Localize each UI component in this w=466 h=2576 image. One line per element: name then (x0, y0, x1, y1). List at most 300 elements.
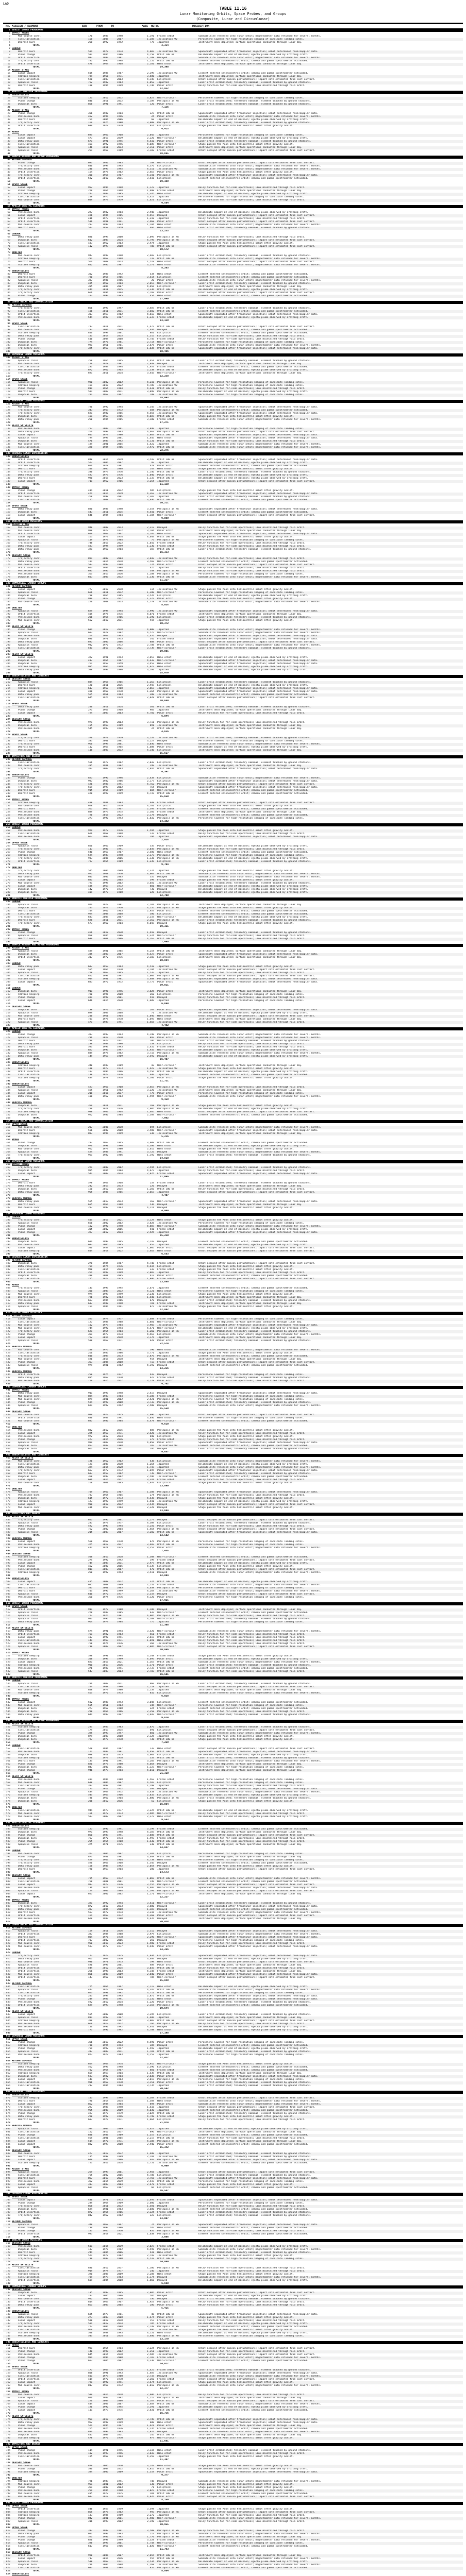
cell-ser: 964 (88, 1621, 93, 1623)
cell-to: 2014 (117, 239, 123, 242)
cell-from: 2010 (103, 588, 109, 591)
cell-ln: 445 (6, 1401, 10, 1404)
cell-desc: Periselene lowered for high-resolution imaging of candidate landing sites. (198, 1395, 304, 1398)
cell-from: 2001 (103, 443, 109, 446)
cell-desc: Instrument deck deployed; surface operations conducted through lunar day. (198, 1204, 303, 1206)
cell-mass: 438 (149, 1460, 154, 1463)
cell-from: 1968 (103, 833, 109, 835)
cell-ln: 195 (6, 629, 10, 631)
cell-note: Halo orbit (157, 193, 172, 195)
cell-name: SPENT STAGE (12, 323, 28, 325)
cell-ln: 158 (6, 514, 10, 517)
cell-note: Halo orbit (157, 1250, 172, 1252)
cell-note: Orbit 100 km (157, 307, 175, 310)
cell-ln: 48 (7, 174, 10, 177)
cell-ln: 257 (6, 820, 10, 823)
cell-desc: Spacecraft separated after translunar injection; orbit determined from Doppler data. (198, 434, 319, 436)
cell-name: SPENT STAGE (12, 378, 28, 381)
cell-name: Periselene burn (18, 316, 40, 319)
cell-from: 1990 (103, 295, 109, 297)
cell-ln: 189 (6, 610, 10, 613)
cell-to: 1981 (117, 1615, 123, 1617)
cell-ln: 246 (6, 786, 10, 789)
cell-ser: 686 (88, 1479, 93, 1481)
cell-name: Mid-course corr. (18, 527, 41, 529)
cell-from: 2010 (103, 1503, 109, 1506)
cell-from: 1993 (103, 1049, 109, 1052)
cell-name: Disposal burn (18, 907, 37, 909)
cell-ser: 179 (88, 1729, 93, 1732)
cell-name: Deorbit burn (18, 938, 36, 940)
cell-ser: 250 (88, 1374, 93, 1376)
cell-desc: Spacecraft separated after translunar injection; orbit determined from Doppler data. (198, 533, 319, 535)
cell-note: Elliptical (157, 78, 172, 81)
cell-name: Lunar impact (18, 1318, 36, 1320)
cell-mass: 1,263 (147, 681, 154, 684)
cell-desc: Relay function for far-side operations; link maintained through halo orbit. (198, 199, 306, 201)
cell-ln: 522 (6, 1639, 10, 1642)
cell-ln: 493 (6, 1550, 10, 1552)
cell-ser: 701 (88, 394, 93, 396)
cell-from: 1999 (103, 786, 109, 789)
cell-mass: 1,778 (147, 601, 154, 603)
cell-ln: 330 (6, 1046, 10, 1048)
cell-ser: 375 (88, 1544, 93, 1546)
cell-from: 2000 (103, 557, 109, 560)
cell-desc: Relay function for far-side operations; link maintained through halo orbit. (198, 440, 306, 443)
cell-ser: 303 (88, 313, 93, 316)
cell-name: Disposal burn (18, 1710, 37, 1713)
cell-name: TOTAL (32, 449, 40, 452)
cell-name: Lunar impact (18, 1562, 36, 1565)
cell-ser: 545 (88, 870, 93, 872)
cell-name: RETURN CAPSULE (12, 585, 32, 588)
cell-from: 1961 (103, 1704, 109, 1707)
cell-desc: Deliberate impact at end of mission; ejecta plume observed by orbiting craft. (198, 845, 308, 848)
cell-mass: 894 (149, 1126, 154, 1129)
cell-ln: 505 (6, 1587, 10, 1589)
cell-to: 2019 (117, 493, 123, 495)
cell-ln: 52 (7, 187, 10, 189)
cell-desc: Relay function for far-side operations; link maintained through halo orbit. (198, 1188, 306, 1191)
cell-desc: Stage passed the Moon into heliocentric orbit after gravity assist. (198, 1655, 294, 1657)
cell-desc: Deliberate impact at end of mission; ejecta plume observed by orbiting craft. (198, 1071, 308, 1073)
cell-from: 1995 (103, 60, 109, 62)
cell-from: 1990 (103, 1525, 109, 1528)
cell-note: Elliptical (157, 1296, 172, 1299)
cell-ln: 149 (6, 486, 10, 489)
cell-from: 2002 (103, 879, 109, 882)
cell-desc: Orbit decayed after mascon perturbations; impact site estimated from last contact. (198, 1686, 315, 1688)
cell-ln: 494 (6, 1553, 10, 1555)
cell-note: Near-circular (157, 1225, 176, 1228)
cell-ln: 478 (6, 1503, 10, 1506)
cell-to: 2015 (117, 335, 123, 337)
cell-name: Orbit insertion (18, 533, 40, 535)
cell-desc: Subsatellite released into lunar orbit; magnetometer data returned for several months. (198, 1333, 321, 1336)
cell-ser: 562 (88, 619, 93, 622)
cell-ser: 497 (88, 474, 93, 477)
cell-note: Halo orbit (157, 468, 172, 470)
cell-mass: 3,408 (147, 978, 154, 980)
cell-from: 2005 (103, 38, 109, 41)
cell-ser: 544 (88, 316, 93, 319)
cell-ln: 260 (6, 829, 10, 832)
cell-name: Apoapsis raise (18, 845, 38, 848)
cell-ln: 208 (6, 669, 10, 671)
cell-desc: Subsatellite released into lunar orbit; magnetometer data returned for several months. (198, 35, 321, 38)
cell-name: Data relay pass (18, 965, 40, 968)
cell-mass: 1,152 (147, 60, 154, 62)
cell-note: Polar orbit (157, 1009, 173, 1011)
cell-name: SAMPLE RETURN AND ROVER PROGRAMME (12, 156, 59, 158)
cell-note: Polar orbit (157, 1247, 173, 1249)
cell-note: Periapsis 14 km (157, 857, 179, 860)
cell-name: Plane change (18, 1142, 36, 1144)
cell-desc: Relay function for far-side operations; link maintained through halo orbit. (198, 335, 306, 337)
cell-mass: 3,045 (147, 1701, 154, 1704)
cell-name: Disposal burn (18, 1497, 37, 1500)
cell-mass: 2,867 (147, 687, 154, 690)
cell-note: Orbit 100 km (157, 415, 175, 418)
cell-ser: 684 (88, 629, 93, 631)
cell-ln: 82 (7, 279, 10, 282)
cell-from: 1981 (103, 950, 109, 953)
cell-to: 1996 (117, 115, 123, 118)
cell-desc: Element entered selenocentric orbit; camera and gamma spectrometer activated. (198, 1612, 308, 1614)
cell-name: Apoapsis raise (18, 935, 38, 937)
cell-mass: 2,095 (147, 236, 154, 239)
cell-ser: 639 (88, 938, 93, 940)
cell-ser: 752 (88, 1528, 93, 1531)
cell-to: 2021 (117, 1661, 123, 1664)
cell-note: Near-circular (157, 1618, 176, 1620)
cell-ser: 880 (88, 1417, 93, 1419)
cell-ser: 151 (88, 1306, 93, 1308)
cell-to: 1984 (117, 1395, 123, 1398)
cell-to: 2021 (117, 1219, 123, 1222)
cell-from: 1979 (103, 1148, 109, 1150)
cell-mass: 534 (149, 273, 154, 276)
cell-note: Orbit 100 km (157, 697, 175, 699)
cell-mass: 2,403 (147, 255, 154, 257)
cell-from: 1995 (103, 1287, 109, 1290)
cell-name: TOTAL (32, 350, 40, 353)
cell-name: Station keeping (18, 1250, 40, 1252)
cell-from: 2006 (103, 462, 109, 464)
cell-mass: 2,783 (147, 1670, 154, 1673)
cell-to: 1981 (117, 363, 123, 365)
cell-mass: 10,372 (160, 622, 169, 625)
cell-name: Deorbit burn (18, 391, 36, 393)
cell-mass: 2,876 (147, 1355, 154, 1358)
cell-mass: 4,441 (147, 511, 154, 514)
cell-note: Elliptical (157, 489, 172, 492)
cell-name: Lunar impact (18, 1247, 36, 1249)
cell-from: 1987 (103, 1417, 109, 1419)
cell-mass: 778 (149, 41, 154, 44)
cell-name: TOTAL (32, 1383, 40, 1385)
cell-to: 2008 (117, 1361, 123, 1364)
cell-ser: 797 (88, 860, 93, 863)
cell-ln: 368 (6, 1163, 10, 1166)
cell-name: Circularisation (18, 78, 40, 81)
cell-ln: 524 (6, 1646, 10, 1648)
cell-name: ASCENT STAGE (12, 947, 29, 950)
cell-to: 2006 (117, 938, 123, 940)
cell-ser: 169 (88, 122, 93, 124)
cell-from: 1996 (103, 1590, 109, 1592)
cell-name: Disposal burn (18, 394, 37, 396)
cell-desc: Spacecraft separated after translunar injection; orbit determined from Doppler data. (198, 659, 319, 662)
cell-mass: 14,818 (160, 1157, 169, 1160)
cell-note: Near-circular (157, 591, 176, 594)
cell-mass: 220 (149, 1185, 154, 1188)
cell-mass: 1,345 (147, 193, 154, 195)
cell-ser: 637 (88, 1302, 93, 1305)
cell-name: Data relay pass (18, 285, 40, 288)
cell-to: 2020 (117, 1466, 123, 1469)
cell-to: 1974 (117, 1333, 123, 1336)
cell-to: 1971 (117, 1009, 123, 1011)
cell-mass: 3,227 (147, 740, 154, 742)
cell-mass: 4,149 (147, 78, 154, 81)
cell-mass: 1,186 (147, 1608, 154, 1611)
cell-ln: 97 (7, 326, 10, 328)
cell-mass: 1,385 (147, 38, 154, 41)
cell-desc: Lunar orbit established; telemetry nominal; element tracked by ground stations. (198, 1040, 311, 1042)
cell-name: Plane change (18, 1333, 36, 1336)
cell-note: Decayed (157, 931, 168, 934)
cell-to: 1991 (117, 1021, 123, 1024)
cell-mass: 4,264 (147, 1590, 154, 1592)
cell-name: TOTAL (32, 1550, 40, 1552)
cell-from: 1959 (103, 1247, 109, 1249)
cell-ln: 132 (6, 434, 10, 436)
cell-desc: Deliberate impact at end of mission; ejecta plume observed by orbiting craft. (198, 462, 308, 464)
cell-ser: 330 (88, 1275, 93, 1277)
cell-mass: 7,062 (161, 1117, 169, 1120)
cell-from: 1972 (103, 829, 109, 832)
cell-mass: 93 (151, 462, 154, 464)
cell-mass: 590 (149, 1349, 154, 1351)
cell-from: 1982 (103, 81, 109, 84)
cell-desc: Periselene lowered for high-resolution imaging of candidate landing sites. (198, 384, 304, 387)
cell-from: 1970 (103, 50, 109, 53)
cell-ln: 110 (6, 366, 10, 368)
cell-name: Apoapsis raise (18, 1021, 38, 1024)
cell-name: TOTAL (32, 1408, 40, 1410)
cell-ln: 486 (6, 1528, 10, 1531)
cell-desc: Deliberate impact at end of mission; ejecta plume observed by orbiting craft. (198, 885, 308, 888)
cell-to: 2012 (117, 749, 123, 752)
cell-ser: 335 (88, 740, 93, 742)
cell-to: 1975 (117, 1414, 123, 1416)
cell-note: Inclination 90 (157, 384, 177, 387)
cell-note: Orbit 100 km (157, 1562, 175, 1565)
cell-ln: 10 (7, 57, 10, 59)
cell-name: SUBSATELLITE (12, 1061, 29, 1064)
cell-desc: Lunar orbit established; telemetry nominal; element tracked by ground stations. (198, 100, 311, 103)
cell-note: Impacted (157, 1074, 169, 1076)
cell-name: TOTAL (32, 421, 40, 424)
cell-name: EUROPEAN LUNAR MISSIONS (12, 400, 45, 402)
cell-mass: 1,422 (147, 443, 154, 446)
cell-to: 1992 (117, 1559, 123, 1562)
cell-ser: 617 (88, 687, 93, 690)
cell-ser: 933 (88, 857, 93, 860)
cell-ln: 304 (6, 965, 10, 968)
cell-mass: 6,044 (161, 715, 169, 718)
cell-desc: Element entered selenocentric orbit; camera and gamma spectrometer activated. (198, 1707, 308, 1710)
cell-from: 1961 (103, 693, 109, 696)
cell-note: Polar orbit (157, 1442, 173, 1444)
cell-to: 1984 (117, 112, 123, 115)
cell-name: RELAY SATELLITE (12, 1457, 34, 1460)
cell-mass: 470 (149, 1568, 154, 1571)
cell-desc: Deliberate impact at end of mission; ejecta plume observed by orbiting craft. (198, 211, 308, 214)
cell-ser: 950 (88, 935, 93, 937)
cell-ser: 998 (88, 1268, 93, 1271)
cell-ln: 387 (6, 1222, 10, 1225)
cell-from: 1996 (103, 777, 109, 779)
cell-desc: Deliberate impact at end of mission; ejecta plume observed by orbiting craft. (198, 746, 308, 749)
cell-from: 1963 (103, 533, 109, 535)
cell-ln: 327 (6, 1037, 10, 1039)
cell-from: 1966 (103, 969, 109, 971)
cell-ln: 297 (6, 944, 10, 946)
cell-desc: Lunar orbit established; telemetry nominal; element tracked by ground stations. (198, 471, 311, 473)
cell-ser: 118 (88, 749, 93, 752)
cell-ser: 416 (88, 217, 93, 220)
cell-name: Mid-course corr. (18, 1482, 41, 1484)
cell-name: Lunar impact (18, 187, 36, 189)
cell-from: 2007 (103, 1683, 109, 1685)
cell-mass: 17,271 (160, 421, 169, 424)
cell-note: Polar orbit (157, 981, 173, 984)
cell-note: Periapsis 14 km (157, 783, 179, 786)
cell-ln: 213 (6, 684, 10, 687)
cell-ser: 900 (88, 1664, 93, 1667)
cell-mass: 13,502 (160, 1534, 169, 1537)
cell-from: 1990 (103, 1225, 109, 1228)
cell-ln: 255 (6, 814, 10, 817)
cell-ser: 305 (88, 1228, 93, 1231)
cell-desc: Subsatellite released into lunar orbit; magnetometer data returned for several months. (198, 629, 321, 631)
cell-desc: Element entered selenocentric orbit; camera and gamma spectrometer activated. (198, 1074, 308, 1076)
cell-from: 2002 (103, 1222, 109, 1225)
cell-desc: Orbit decayed after mascon perturbations; impact site estimated from last contact. (198, 1729, 315, 1732)
cell-name: Trajectory corr. (18, 292, 41, 294)
cell-mass: 2,925 (147, 1231, 154, 1234)
cell-ser: 980 (88, 381, 93, 384)
cell-ln: 464 (6, 1460, 10, 1463)
cell-note: Orbit 100 km (157, 706, 175, 708)
cell-name: UPPER STAGE (12, 1123, 28, 1126)
cell-desc: Instrument deck deployed; surface operations conducted through lunar day. (198, 990, 303, 993)
cell-to: 2000 (117, 245, 123, 248)
cell-name: Trajectory corr. (18, 1519, 41, 1521)
cell-mass: 4,415 (147, 1265, 154, 1268)
cell-name: RELAY SATELLITE (12, 653, 34, 656)
cell-desc: Orbit decayed after mascon perturbations; impact site estimated from last contact. (198, 697, 315, 699)
cell-name: Disposal burn (18, 1105, 37, 1107)
cell-from: 1993 (103, 1033, 109, 1036)
cell-desc: Deliberate impact at end of mission; ejecta plume observed by orbiting craft. (198, 289, 308, 291)
cell-mass: 622 (149, 1377, 154, 1379)
cell-to: 1986 (117, 935, 123, 937)
cell-mass: 4,527 (147, 953, 154, 956)
cell-from: 1972 (103, 1278, 109, 1280)
cell-ln: 181 (6, 585, 10, 588)
cell-mass: 4,392 (147, 1364, 154, 1367)
cell-name: Apoapsis raise (18, 1306, 38, 1308)
cell-desc: Periselene lowered for high-resolution imaging of candidate landing sites. (198, 1290, 304, 1293)
cell-note: Inclination 90 (157, 406, 177, 409)
cell-ln: 295 (6, 938, 10, 940)
cell-ser: 657 (88, 1519, 93, 1521)
cell-name: Station keeping (18, 1571, 40, 1574)
cell-ser: 629 (88, 610, 93, 613)
cell-desc: Instrument deck deployed; surface operations conducted through lunar day. (198, 956, 303, 959)
cell-ln: 145 (6, 474, 10, 477)
cell-note: Impacted (157, 1726, 169, 1728)
cell-from: 1972 (103, 981, 109, 984)
cell-name: COMMERCIAL LANDER GROUPS (12, 582, 46, 585)
cell-to: 2001 (117, 1519, 123, 1521)
cell-name: TOTAL (32, 1157, 40, 1160)
cell-desc: Stage passed the Moon into heliocentric orbit after gravity assist. (198, 870, 294, 872)
cell-ln: 50 (7, 180, 10, 183)
cell-ln: 95 (7, 319, 10, 322)
cell-from: 1976 (103, 1349, 109, 1351)
cell-to: 2018 (117, 629, 123, 631)
cell-to: 2008 (117, 338, 123, 341)
cell-desc: Instrument deck deployed; surface operations conducted through lunar day. (198, 530, 303, 532)
cell-note: Near-circular (157, 97, 176, 99)
cell-from: 1992 (103, 1571, 109, 1574)
cell-ser: 556 (88, 761, 93, 764)
cell-mass: 2,463 (147, 1250, 154, 1252)
cell-from: 1999 (103, 245, 109, 248)
cell-from: 2009 (103, 1290, 109, 1293)
cell-mass: 2,134 (147, 1689, 154, 1691)
cell-to: 1997 (117, 1049, 123, 1052)
cell-name: Deorbit burn (18, 1182, 36, 1184)
cell-from: 1970 (103, 1040, 109, 1042)
cell-mass: 914 (149, 125, 154, 127)
cell-note: Elliptical (157, 1701, 172, 1704)
cell-note: Inclination 90 (157, 724, 177, 727)
cell-name: Apoapsis raise (18, 681, 38, 684)
cell-desc: Subsatellite released into lunar orbit; magnetometer data returned for several months. (198, 224, 321, 226)
cell-note: Frozen orbit (157, 338, 175, 341)
cell-ser: 302 (88, 273, 93, 276)
cell-ln: 421 (6, 1327, 10, 1330)
cell-desc: Periselene lowered for high-resolution imaging of candidate landing sites. (198, 1621, 304, 1623)
cell-mass: 4,376 (147, 165, 154, 167)
cell-to: 1984 (117, 1170, 123, 1172)
cell-note: Decayed (157, 814, 168, 817)
cell-name: Trajectory corr. (18, 870, 41, 872)
cell-ln: 211 (6, 678, 10, 681)
cell-to: 1986 (117, 1154, 123, 1157)
cell-from: 2009 (103, 1355, 109, 1358)
cell-name: Plane change (18, 387, 36, 390)
cell-desc: Relay function for far-side operations; link maintained through halo orbit. (198, 1380, 306, 1382)
cell-to: 1980 (117, 434, 123, 436)
cell-to: 1996 (117, 1145, 123, 1147)
